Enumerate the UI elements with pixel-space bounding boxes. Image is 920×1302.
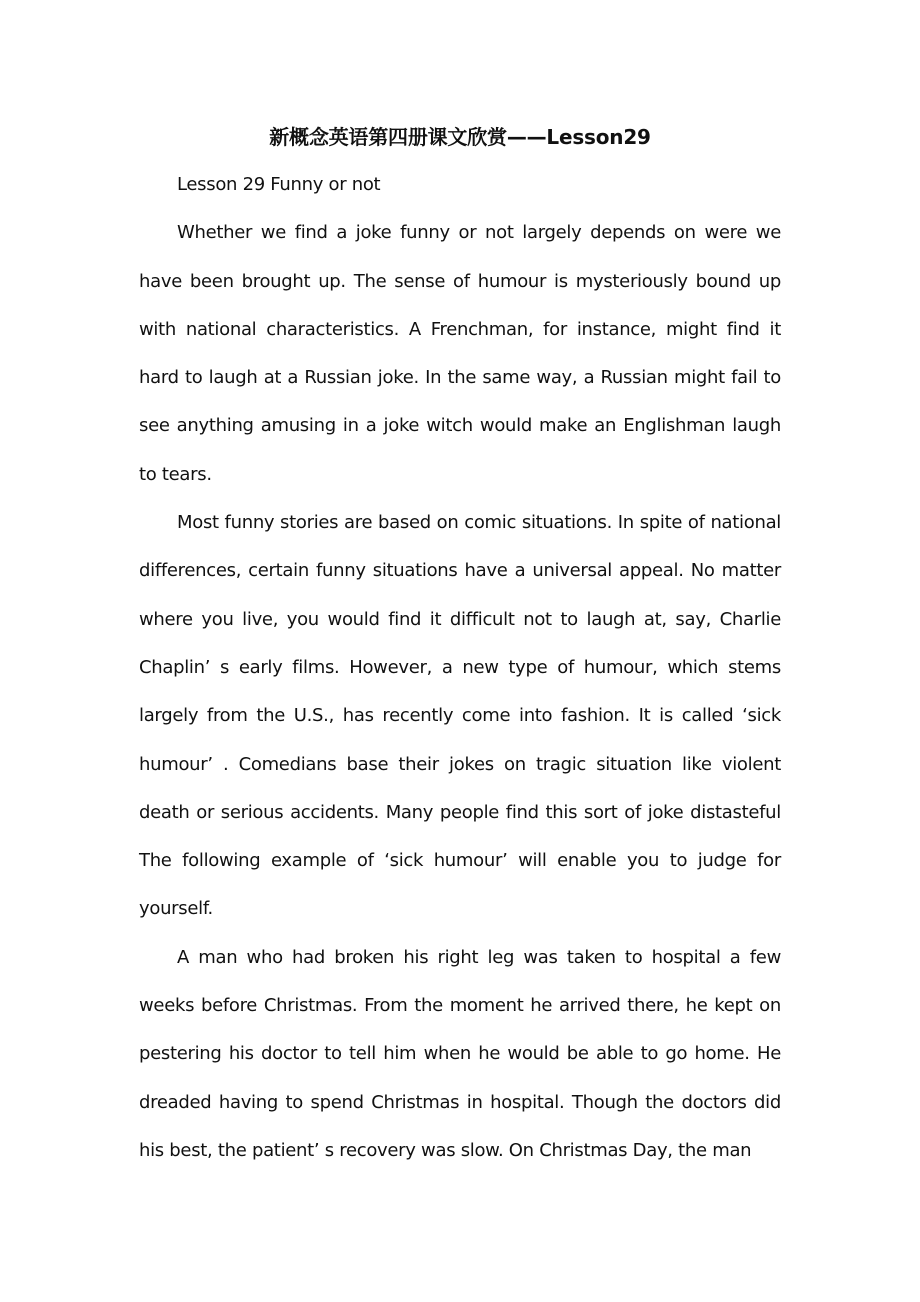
lesson-heading: Lesson 29 Funny or not (177, 174, 381, 195)
paragraph-1: Whether we find a joke funny or not largely depends on were we have been brought up. The sense of humour is mysteriously bound up with national characteristics. A Frenchman, for instance, might find it hard to laugh at a Russian joke. In the same way, a Russian might fail to see anything amusing in a joke witch would make an Englishman laugh to tears. (139, 222, 781, 485)
lesson-text (139, 161, 781, 1175)
page-title: 新概念英语第四册课文欣赏——Lesson29 (269, 125, 651, 149)
paragraph-3: A man who had broken his right leg was taken to hospital a few weeks before Christmas. From the moment he arrived there, he kept on pestering his doctor to tell him when he would be able to go home. He dreaded having to spend Christmas in hospital. Though the doctors did his best, the patient’ s recovery was slow. On Christmas Day, the man (139, 946, 781, 1161)
paragraph-2: Most funny stories are based on comic situations. In spite of national differences, certain funny situations have a universal appeal. No matter where you live, you would find it difficult not to laugh at, say, Charlie Chaplin’ s early films. However, a new type of humour, which stems largely from the U.S., has recently come into fashion. It is called ‘sick humour’ . Comedians base their jokes on tragic situation like violent death or serious accidents. Many people find this sort of joke distasteful The following example of ‘sick humour’ will enable you to judge for yourself. (139, 512, 781, 920)
